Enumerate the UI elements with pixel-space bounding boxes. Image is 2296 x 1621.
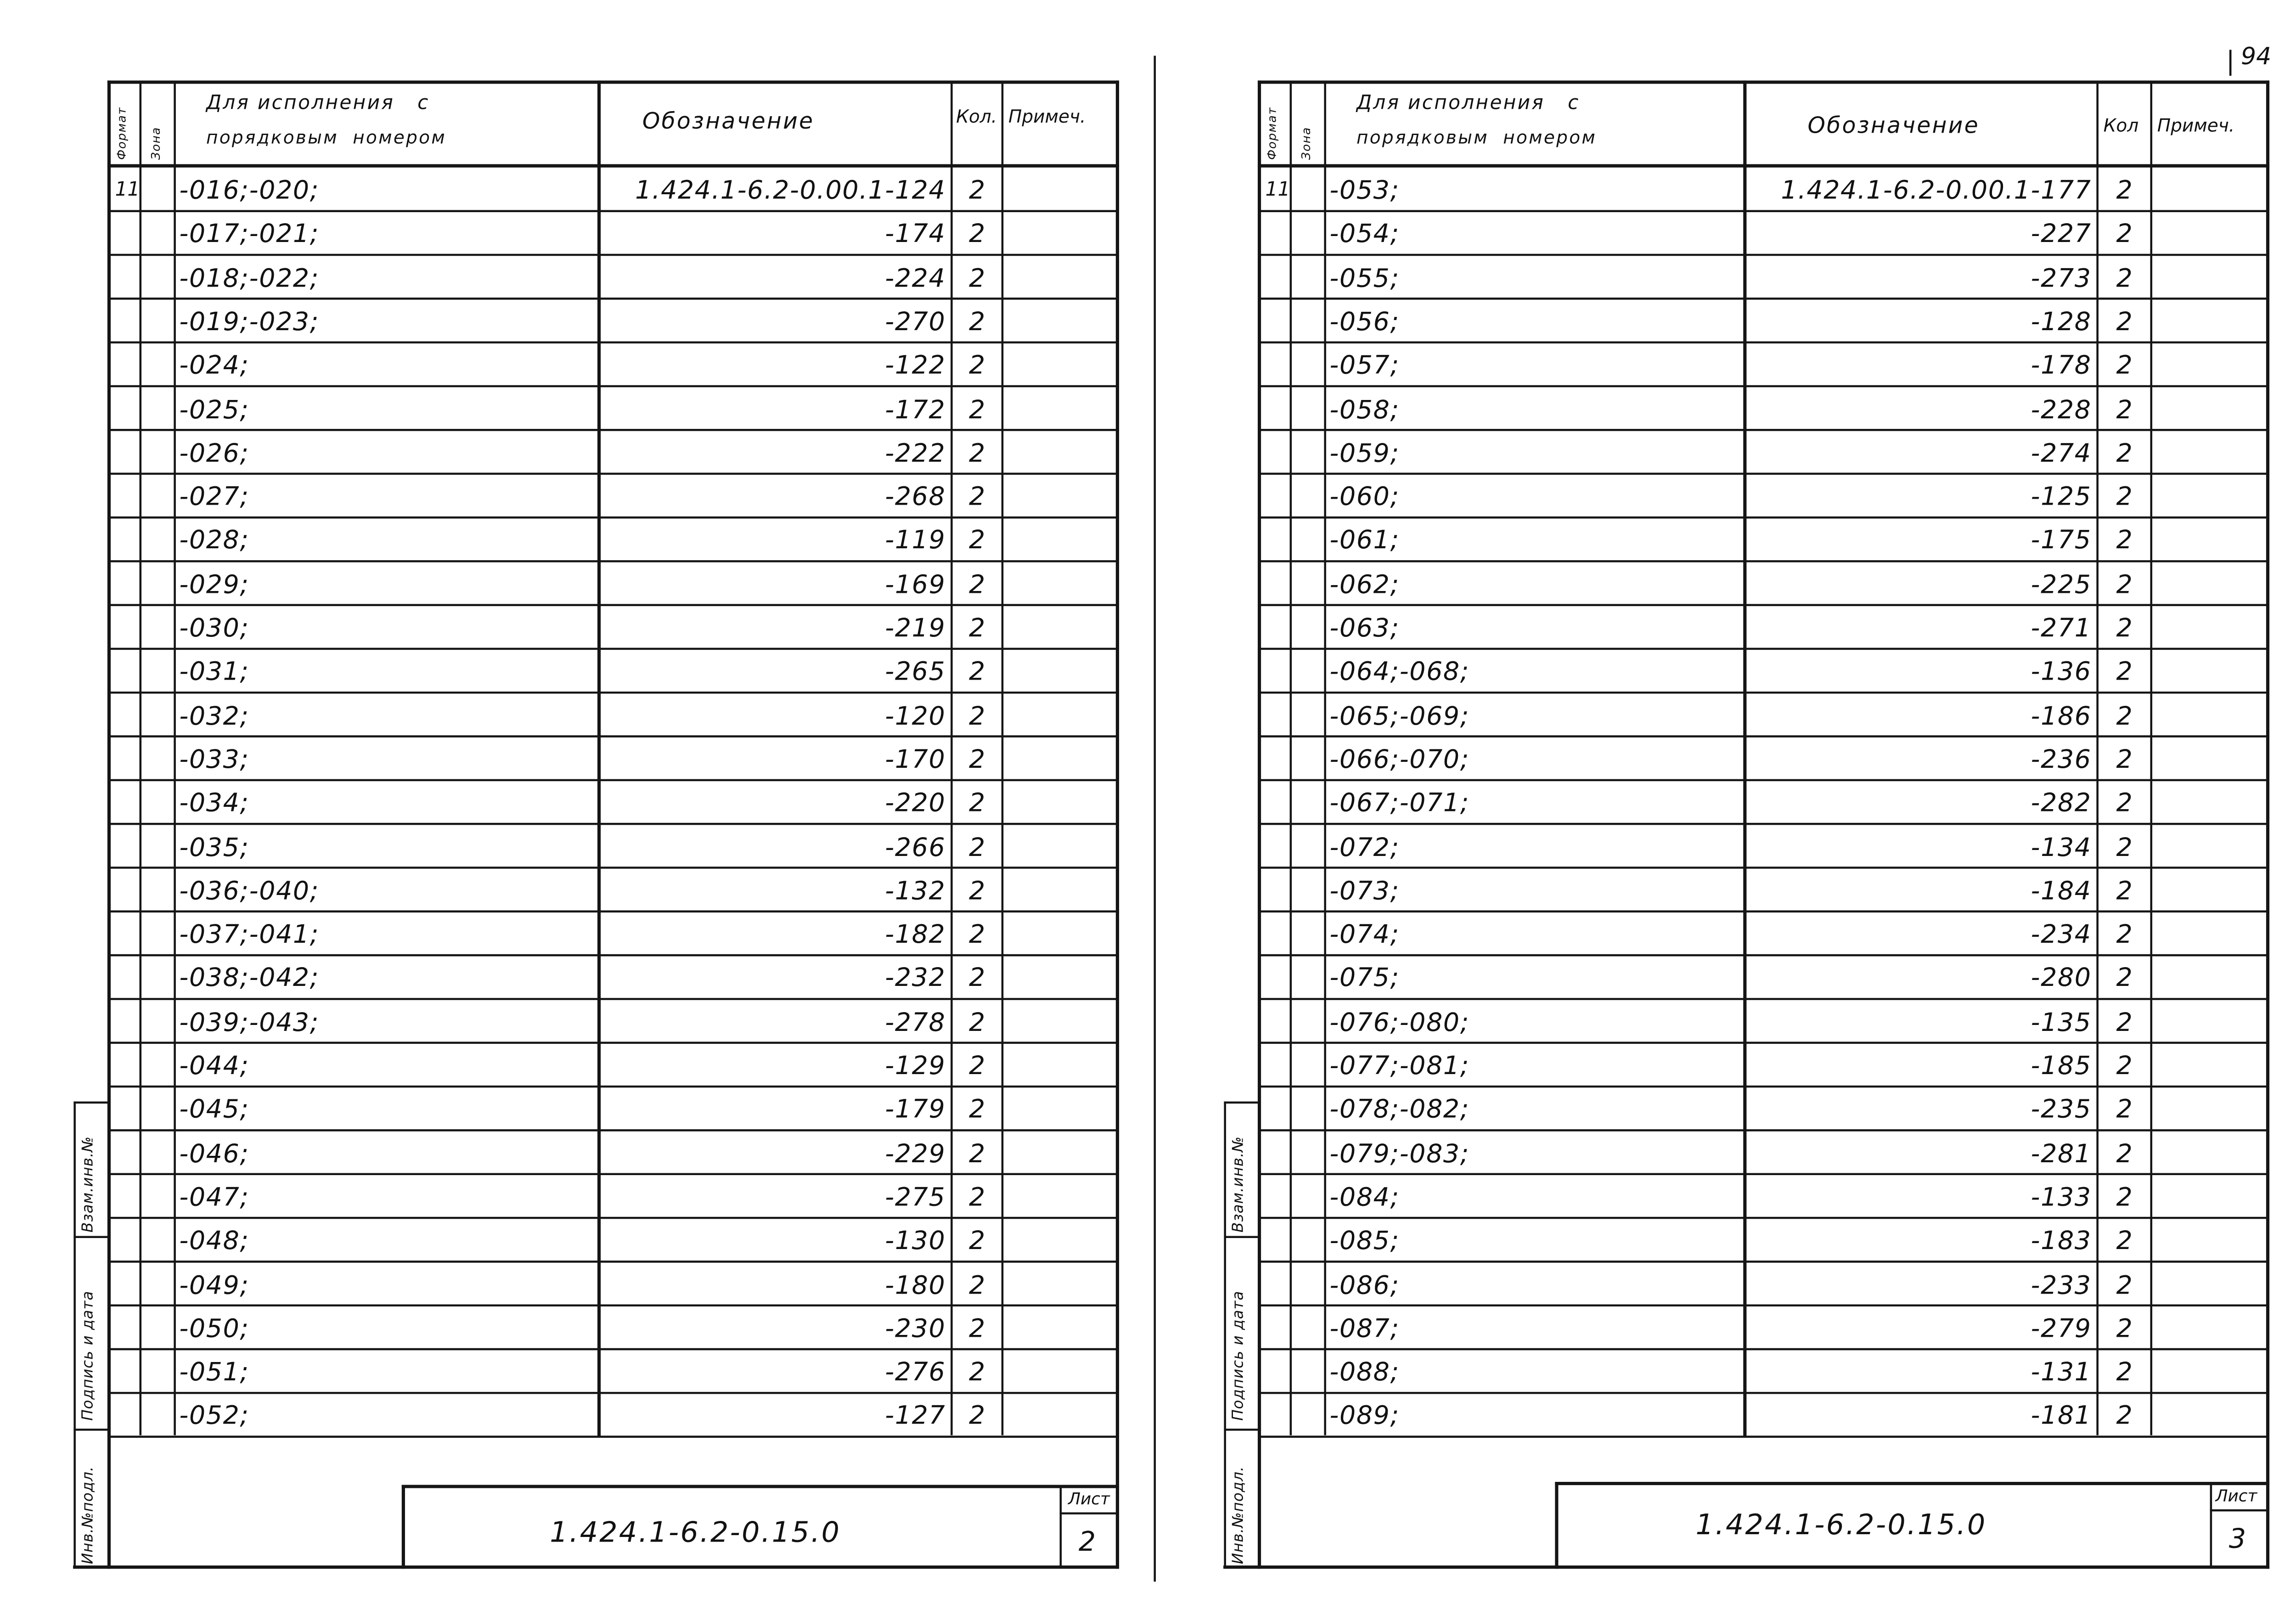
row-designation: 1.424.1-6.2-0.00.1-177	[1781, 176, 2092, 206]
row-version: -052;	[179, 1401, 249, 1432]
row-quantity: 2	[969, 351, 985, 382]
row-designation: -136	[2031, 658, 2092, 688]
row-designation: -185	[2031, 1052, 2092, 1082]
document-code: 1.424.1-6.2-0.15.0	[1695, 1508, 1987, 1542]
table-row	[1225, 957, 2268, 1000]
row-designation: -119	[885, 526, 946, 557]
row-quantity: 2	[969, 1007, 985, 1038]
row-quantity: 2	[969, 833, 985, 863]
row-version: -062;	[1329, 570, 1400, 600]
row-format: 11	[115, 179, 140, 202]
row-quantity: 2	[2116, 789, 2133, 819]
row-version: -073;	[1329, 877, 1400, 907]
table-row	[1225, 1219, 2268, 1262]
table-row	[75, 213, 1118, 256]
table-row	[1225, 1176, 2268, 1219]
row-version: -057;	[1329, 351, 1400, 382]
row-quantity: 2	[2116, 483, 2133, 513]
row-version: -038;-042;	[179, 964, 319, 994]
table-row	[75, 1088, 1118, 1131]
document-code: 1.424.1-6.2-0.15.0	[550, 1516, 841, 1549]
row-designation: -134	[2031, 833, 2092, 863]
table-row	[75, 300, 1118, 343]
table-row	[75, 738, 1118, 781]
row-designation: -174	[885, 220, 946, 250]
side-label-replacement-inv: Взам.инв.№	[1231, 1136, 1248, 1233]
row-quantity: 2	[2116, 1314, 2133, 1345]
row-designation: -128	[2031, 307, 2092, 338]
header-note: Примеч.	[1008, 106, 1086, 127]
row-designation: -276	[885, 1358, 946, 1388]
row-designation: -219	[885, 614, 946, 644]
corner-page-number: 94	[2240, 42, 2272, 70]
table-row	[75, 432, 1118, 475]
row-quantity: 2	[2116, 614, 2133, 644]
row-designation: -170	[885, 745, 946, 776]
row-version: -056;	[1329, 307, 1400, 338]
row-version: -045;	[179, 1095, 249, 1126]
row-designation: -281	[2031, 1139, 2092, 1170]
table-row	[75, 957, 1118, 1000]
row-quantity: 2	[2116, 1183, 2133, 1213]
row-version: -017;-021;	[179, 220, 319, 250]
row-designation: -265	[885, 658, 946, 688]
table-row	[1225, 344, 2268, 387]
table-row	[1225, 607, 2268, 650]
row-designation: -275	[885, 1183, 946, 1213]
table-row	[75, 1351, 1118, 1394]
row-designation: -268	[885, 483, 946, 513]
row-quantity: 2	[2116, 1270, 2133, 1300]
side-label-inv-original: Инв.№подл.	[1231, 1466, 1248, 1565]
row-quantity: 2	[969, 526, 985, 557]
row-quantity: 2	[2116, 1052, 2133, 1082]
row-designation: -227	[2031, 220, 2092, 250]
row-quantity: 2	[2116, 701, 2133, 732]
row-version: -077;-081;	[1329, 1052, 1470, 1082]
row-designation: -278	[885, 1007, 946, 1038]
sheet-number: 2	[1078, 1526, 1096, 1559]
row-quantity: 2	[2116, 1358, 2133, 1388]
row-designation: -169	[885, 570, 946, 600]
row-version: -061;	[1329, 526, 1400, 557]
row-quantity: 2	[2116, 351, 2133, 382]
row-version: -035;	[179, 833, 249, 863]
side-label-signature-date: Подпись и дата	[80, 1290, 97, 1421]
row-version: -048;	[179, 1227, 249, 1257]
table-row	[75, 1219, 1118, 1262]
row-designation: -236	[2031, 745, 2092, 776]
header-designation: Обозначение	[642, 107, 815, 135]
table-row	[75, 475, 1118, 518]
row-version: -033;	[179, 745, 249, 776]
row-designation: -229	[885, 1139, 946, 1170]
table-row	[1225, 913, 2268, 956]
table-row	[75, 607, 1118, 650]
row-version: -051;	[179, 1358, 249, 1388]
row-quantity: 2	[969, 1139, 985, 1170]
row-version: -084;	[1329, 1183, 1400, 1213]
row-designation: -172	[885, 395, 946, 425]
row-quantity: 2	[2116, 526, 2133, 557]
row-version: -088;	[1329, 1358, 1400, 1388]
side-label-inv-original: Инв.№подл.	[80, 1466, 97, 1565]
table-row	[1225, 169, 2268, 212]
row-version: -059;	[1329, 439, 1400, 469]
row-designation: -129	[885, 1052, 946, 1082]
row-quantity: 2	[969, 701, 985, 732]
table-row	[75, 869, 1118, 912]
table-row	[75, 388, 1118, 431]
row-quantity: 2	[2116, 395, 2133, 425]
table-row	[75, 1395, 1118, 1438]
row-quantity: 2	[969, 264, 985, 294]
table-row	[75, 1263, 1118, 1306]
row-quantity: 2	[2116, 745, 2133, 776]
row-designation: -130	[885, 1227, 946, 1257]
table-row	[1225, 694, 2268, 737]
row-designation: -273	[2031, 264, 2092, 294]
row-version: -060;	[1329, 483, 1400, 513]
row-version: -046;	[179, 1139, 249, 1170]
row-version: -085;	[1329, 1227, 1400, 1257]
header-zone: Зона	[1300, 127, 1313, 160]
row-version: -027;	[179, 483, 249, 513]
table-row	[1225, 432, 2268, 475]
header-zone: Зона	[149, 127, 163, 160]
row-designation: -132	[885, 877, 946, 907]
table-row	[1225, 213, 2268, 256]
row-designation: -274	[2031, 439, 2092, 469]
header-version-line1: Для исполнения с	[206, 92, 430, 115]
row-designation: -225	[2031, 570, 2092, 600]
table-row	[1225, 1044, 2268, 1087]
row-designation: -279	[2031, 1314, 2092, 1345]
row-version: -076;-080;	[1329, 1007, 1470, 1038]
row-designation: -183	[2031, 1227, 2092, 1257]
side-label-replacement-inv: Взам.инв.№	[80, 1136, 97, 1233]
table-row	[1225, 300, 2268, 343]
row-version: -032;	[179, 701, 249, 732]
table-row	[1225, 1001, 2268, 1044]
header-note: Примеч.	[2157, 115, 2235, 136]
row-designation: -233	[2031, 1270, 2092, 1300]
row-version: -055;	[1329, 264, 1400, 294]
header-format: Формат	[1265, 107, 1279, 160]
sheet-number: 3	[2228, 1524, 2246, 1555]
row-quantity: 2	[969, 1227, 985, 1257]
row-quantity: 2	[2116, 877, 2133, 907]
table-row	[75, 1132, 1118, 1175]
row-version: -029;	[179, 570, 249, 600]
table-row	[1225, 869, 2268, 912]
spec-sheet-left	[75, 82, 1128, 1576]
table-row	[75, 913, 1118, 956]
row-version: -089;	[1329, 1401, 1400, 1432]
spec-sheet-right	[1225, 82, 2279, 1576]
row-version: -087;	[1329, 1314, 1400, 1345]
row-quantity: 2	[2116, 307, 2133, 338]
row-quantity: 2	[969, 1314, 985, 1345]
row-version: -026;	[179, 439, 249, 469]
row-version: -037;-041;	[179, 920, 319, 951]
table-row	[1225, 1263, 2268, 1306]
row-designation: -127	[885, 1401, 946, 1432]
row-version: -072;	[1329, 833, 1400, 863]
row-quantity: 2	[969, 658, 985, 688]
row-designation: -131	[2031, 1358, 2092, 1388]
row-designation: -135	[2031, 1007, 2092, 1038]
row-designation: -184	[2031, 877, 2092, 907]
table-row	[1225, 519, 2268, 562]
table-row	[75, 169, 1118, 212]
table-row	[75, 344, 1118, 387]
row-version: -044;	[179, 1052, 249, 1082]
row-designation: -282	[2031, 789, 2092, 819]
header-version-line2: порядковым номером	[206, 127, 447, 148]
table-row	[75, 1044, 1118, 1087]
row-designation: -175	[2031, 526, 2092, 557]
row-quantity: 2	[969, 570, 985, 600]
row-quantity: 2	[969, 439, 985, 469]
row-quantity: 2	[969, 1095, 985, 1126]
row-quantity: 2	[2116, 1007, 2133, 1038]
row-quantity: 2	[2116, 439, 2133, 469]
row-version: -016;-020;	[179, 176, 319, 206]
table-row	[75, 256, 1118, 299]
row-version: -064;-068;	[1329, 658, 1470, 688]
table-row	[1225, 388, 2268, 431]
row-designation: -234	[2031, 920, 2092, 951]
table-row	[1225, 1307, 2268, 1350]
row-version: -086;	[1329, 1270, 1400, 1300]
table-row	[1225, 1351, 2268, 1394]
row-quantity: 2	[2116, 1095, 2133, 1126]
row-designation: -230	[885, 1314, 946, 1345]
table-row	[1225, 256, 2268, 299]
row-version: -025;	[179, 395, 249, 425]
table-row	[1225, 738, 2268, 781]
row-version: -067;-071;	[1329, 789, 1470, 819]
row-version: -049;	[179, 1270, 249, 1300]
row-quantity: 2	[2116, 964, 2133, 994]
row-quantity: 2	[969, 1270, 985, 1300]
header-quantity: Кол	[2103, 115, 2139, 136]
row-version: -028;	[179, 526, 249, 557]
table-row	[1225, 475, 2268, 518]
row-version: -050;	[179, 1314, 249, 1345]
side-label-signature-date: Подпись и дата	[1231, 1290, 1248, 1421]
row-designation: -235	[2031, 1095, 2092, 1126]
row-designation: -125	[2031, 483, 2092, 513]
row-quantity: 2	[2116, 176, 2133, 206]
row-quantity: 2	[2116, 833, 2133, 863]
row-quantity: 2	[2116, 658, 2133, 688]
row-quantity: 2	[2116, 264, 2133, 294]
table-row	[75, 519, 1118, 562]
row-designation: -178	[2031, 351, 2092, 382]
row-version: -078;-082;	[1329, 1095, 1470, 1126]
row-designation: -120	[885, 701, 946, 732]
row-version: -018;-022;	[179, 264, 319, 294]
row-designation: -220	[885, 789, 946, 819]
row-version: -074;	[1329, 920, 1400, 951]
row-version: -053;	[1329, 176, 1400, 206]
sheet-label: Лист	[2215, 1486, 2257, 1506]
row-version: -063;	[1329, 614, 1400, 644]
row-quantity: 2	[969, 877, 985, 907]
table-row	[75, 1176, 1118, 1219]
row-quantity: 2	[2116, 570, 2133, 600]
row-quantity: 2	[969, 395, 985, 425]
table-row	[1225, 1132, 2268, 1175]
row-quantity: 2	[969, 1358, 985, 1388]
header-version-line2: порядковым номером	[1356, 127, 1597, 148]
row-designation: -224	[885, 264, 946, 294]
row-quantity: 2	[969, 1401, 985, 1432]
table-row	[75, 563, 1118, 606]
row-quantity: 2	[2116, 220, 2133, 250]
table-row	[75, 1001, 1118, 1044]
row-designation: -181	[2031, 1401, 2092, 1432]
row-version: -066;-070;	[1329, 745, 1470, 776]
row-version: -075;	[1329, 964, 1400, 994]
row-designation: -122	[885, 351, 946, 382]
row-version: -058;	[1329, 395, 1400, 425]
row-quantity: 2	[969, 176, 985, 206]
row-version: -065;-069;	[1329, 701, 1470, 732]
row-version: -031;	[179, 658, 249, 688]
table-row	[75, 782, 1118, 825]
row-designation: -270	[885, 307, 946, 338]
row-version: -039;-043;	[179, 1007, 319, 1038]
table-row	[1225, 782, 2268, 825]
row-designation: -266	[885, 833, 946, 863]
header-version-line1: Для исполнения с	[1356, 92, 1580, 115]
row-designation: -180	[885, 1270, 946, 1300]
table-row	[75, 825, 1118, 868]
header-quantity: Кол.	[956, 106, 997, 127]
table-row	[1225, 825, 2268, 868]
row-quantity: 2	[969, 1052, 985, 1082]
row-quantity: 2	[969, 614, 985, 644]
row-quantity: 2	[969, 1183, 985, 1213]
table-row	[1225, 650, 2268, 693]
row-quantity: 2	[2116, 1227, 2133, 1257]
row-format: 11	[1265, 179, 1290, 202]
row-quantity: 2	[2116, 1401, 2133, 1432]
row-quantity: 2	[2116, 920, 2133, 951]
row-designation: -222	[885, 439, 946, 469]
sheet-label: Лист	[1068, 1489, 1110, 1509]
row-designation: -271	[2031, 614, 2092, 644]
row-quantity: 2	[969, 920, 985, 951]
row-version: -036;-040;	[179, 877, 319, 907]
table-row	[75, 1307, 1118, 1350]
table-row	[75, 694, 1118, 737]
row-quantity: 2	[969, 220, 985, 250]
row-quantity: 2	[969, 964, 985, 994]
row-quantity: 2	[969, 307, 985, 338]
header-format: Формат	[115, 107, 129, 160]
row-version: -034;	[179, 789, 249, 819]
row-quantity: 2	[969, 483, 985, 513]
table-row	[1225, 1088, 2268, 1131]
row-designation: -182	[885, 920, 946, 951]
row-designation: -186	[2031, 701, 2092, 732]
row-version: -019;-023;	[179, 307, 319, 338]
row-designation: -133	[2031, 1183, 2092, 1213]
table-row	[1225, 1395, 2268, 1438]
row-quantity: 2	[969, 745, 985, 776]
row-quantity: 2	[969, 789, 985, 819]
header-designation: Обозначение	[1807, 112, 1980, 139]
row-designation: 1.424.1-6.2-0.00.1-124	[635, 176, 946, 206]
row-version: -024;	[179, 351, 249, 382]
row-designation: -228	[2031, 395, 2092, 425]
row-version: -054;	[1329, 220, 1400, 250]
row-designation: -280	[2031, 964, 2092, 994]
row-version: -030;	[179, 614, 249, 644]
table-row	[75, 650, 1118, 693]
row-quantity: 2	[2116, 1139, 2133, 1170]
row-version: -079;-083;	[1329, 1139, 1470, 1170]
row-designation: -179	[885, 1095, 946, 1126]
table-row	[1225, 563, 2268, 606]
row-designation: -232	[885, 964, 946, 994]
row-version: -047;	[179, 1183, 249, 1213]
